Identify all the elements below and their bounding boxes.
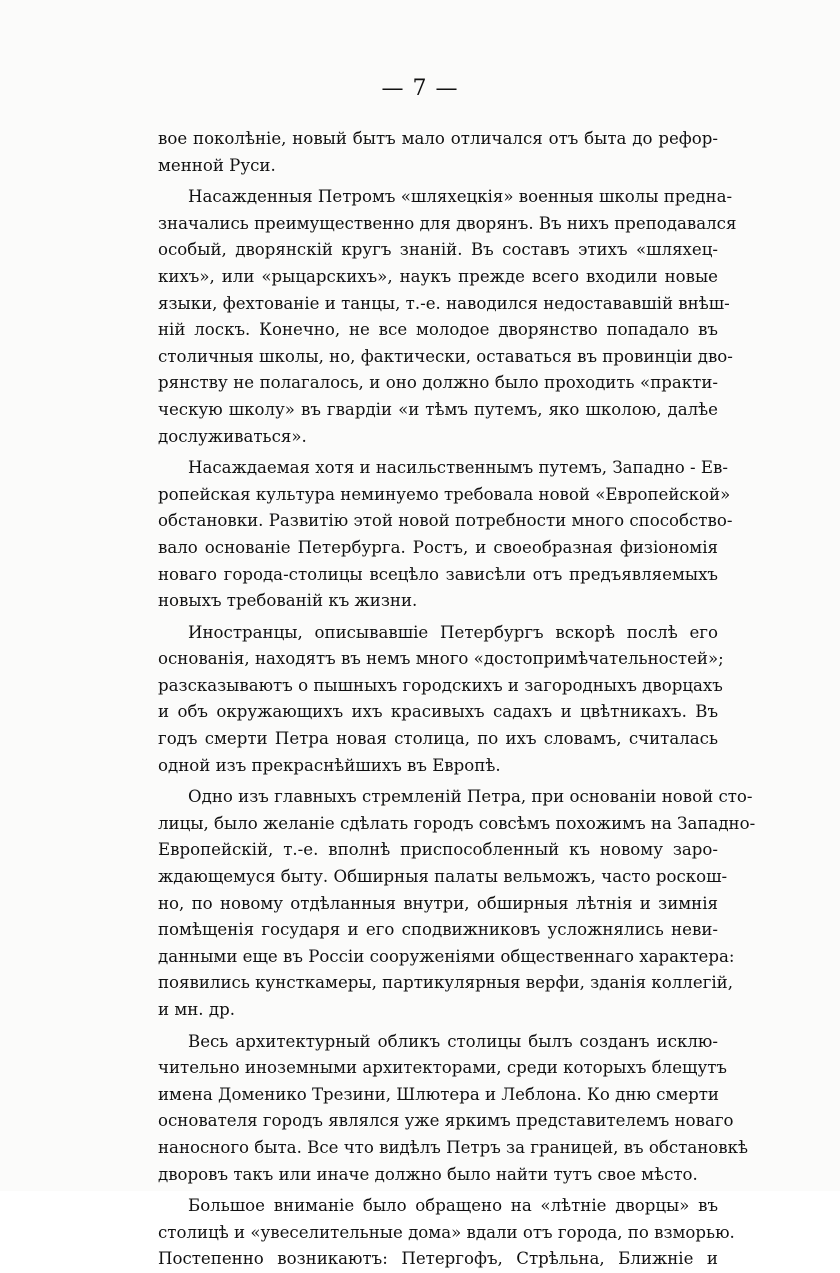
text-line: вало основаніе Петербурга. Ростъ, и своеобразная физіономія bbox=[158, 537, 718, 557]
paragraph-7 bbox=[158, 1193, 735, 1273]
text-line: значались преимущественно для дворянъ. Въ нихъ преподавался bbox=[158, 213, 737, 233]
text-line: новыхъ требованій къ жизни. bbox=[158, 591, 418, 611]
text-line: Насаждаемая хотя и насильственнымъ путемъ, Западно - Ев- bbox=[188, 458, 728, 478]
text-line: особый, дворянскій кругъ знаній. Въ составъ этихъ «шляхец- bbox=[158, 240, 718, 260]
text-line: основанія, находятъ въ немъ много «достопримѣчательностей»; bbox=[158, 649, 724, 669]
paragraph-4 bbox=[158, 620, 724, 780]
text-line: ропейская культура неминуемо требовала новой «Европейской» bbox=[158, 484, 731, 504]
page-text bbox=[158, 126, 756, 1273]
text-line: кихъ», или «рыцарскихъ», наукъ прежде всего входили новые bbox=[158, 266, 718, 286]
text-line: Одно изъ главныхъ стремленій Петра, при основаніи новой сто- bbox=[188, 787, 753, 807]
text-line: столичныя школы, но, фактически, оставаться въ провинціи дво- bbox=[158, 346, 733, 366]
text-line: одной изъ прекраснѣйшихъ въ Европѣ. bbox=[158, 755, 501, 775]
text-line: разсказываютъ о пышныхъ городскихъ и загородныхъ дворцахъ bbox=[158, 675, 723, 695]
text-line: основателя городъ являлся уже яркимъ представителемъ новаго bbox=[158, 1111, 734, 1131]
text-line: появились кунсткамеры, партикулярныя верфи, зданія коллегій, bbox=[158, 973, 734, 993]
text-line: но, по новому отдѣланныя внутри, обширныя лѣтнія и зимнія bbox=[158, 893, 718, 913]
text-line: Иностранцы, описывавшіе Петербургъ вскорѣ послѣ его bbox=[188, 622, 718, 642]
paragraph-5 bbox=[158, 784, 756, 1023]
text-line: менной Руси. bbox=[158, 155, 276, 175]
page-number: — 7 — bbox=[381, 76, 459, 101]
text-line: ждающемуся быту. Обширныя палаты вельможъ, часто роскош- bbox=[158, 867, 728, 887]
text-line: Весь архитектурный обликъ столицы былъ созданъ исклю- bbox=[188, 1031, 718, 1051]
text-line: Постепенно возникаютъ: Петергофъ, Стрѣльна, Ближніе и bbox=[158, 1249, 718, 1269]
text-line: ческую школу» въ гвардіи «и тѣмъ путемъ, яко школою, далѣе bbox=[158, 399, 718, 419]
text-line: годъ смерти Петра новая столица, по ихъ словамъ, считалась bbox=[158, 729, 718, 749]
text-line: дослуживаться». bbox=[158, 426, 307, 446]
text-line: обстановки. Развитію этой новой потребности много способство- bbox=[158, 511, 733, 531]
text-line: рянству не полагалось, и оно должно было проходить «практи- bbox=[158, 373, 718, 393]
text-line: и мн. др. bbox=[158, 1000, 235, 1019]
text-line: вое поколѣніе, новый бытъ мало отличался отъ быта до рефор- bbox=[158, 129, 718, 148]
text-line: новаго города-столицы всецѣло зависѣли отъ предъявляемыхъ bbox=[158, 564, 718, 584]
text-line: Большое вниманіе было обращено на «лѣтніе дворцы» въ bbox=[188, 1196, 718, 1216]
text-line: чительно иноземными архитекторами, среди которыхъ блещутъ bbox=[158, 1058, 727, 1078]
text-line: лицы, было желаніе сдѣлать городъ совсѣмъ похожимъ на Западно- bbox=[158, 813, 756, 833]
text-line: помѣщенія государя и его сподвижниковъ усложнялись неви- bbox=[158, 920, 718, 940]
text-line: столицѣ и «увеселительные дома» вдали отъ города, по взморью. bbox=[158, 1222, 735, 1242]
text-line: языки, фехтованіе и танцы, т.-е. наводился недостававшій внѣш- bbox=[158, 293, 730, 313]
text-line: Европейскій, т.-е. вполнѣ приспособленный къ новому заро- bbox=[158, 840, 718, 860]
paragraph-2 bbox=[158, 184, 737, 450]
paragraph-1 bbox=[158, 126, 718, 179]
text-line: и объ окружающихъ ихъ красивыхъ садахъ и цвѣтникахъ. Въ bbox=[158, 702, 718, 722]
paragraph-6 bbox=[158, 1029, 748, 1189]
paragraph-3 bbox=[158, 455, 733, 615]
text-line: наносного быта. Все что видѣлъ Петръ за границей, въ обстановкѣ bbox=[158, 1137, 748, 1157]
text-line: дворовъ такъ или иначе должно было найти тутъ свое мѣсто. bbox=[158, 1164, 698, 1184]
text-line: данными еще въ Россіи сооруженіями общественнаго характера: bbox=[158, 946, 735, 966]
text-line: Насажденныя Петромъ «шляхецкія» военныя школы предна- bbox=[188, 187, 733, 207]
text-line: имена Доменико Трезини, Шлютера и Леблона. Ко дню смерти bbox=[158, 1084, 719, 1104]
text-line: ній лоскъ. Конечно, не все молодое дворянство попадало въ bbox=[158, 320, 718, 340]
